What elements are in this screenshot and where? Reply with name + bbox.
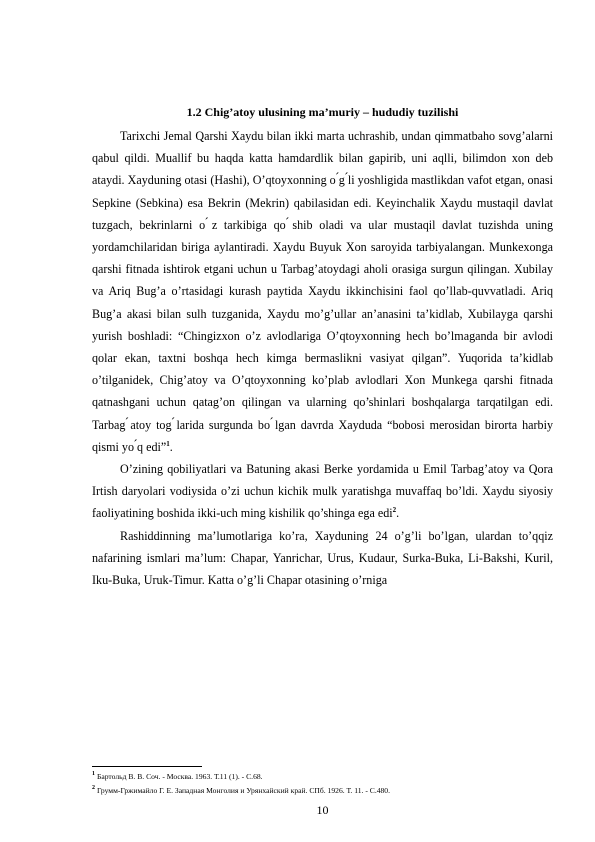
footnote-1 bbox=[92, 770, 553, 784]
footnote-reference[interactable]: 2 bbox=[392, 506, 397, 515]
paragraph-2 bbox=[92, 458, 553, 525]
footnote-text: Грумм-Гржимайло Г. Е. Западная Монголия и Урянхайский край. СПб. 1926. Т. 11. - С.480. bbox=[97, 786, 391, 795]
page-number: 10 bbox=[316, 803, 329, 817]
footnote-2 bbox=[92, 784, 553, 798]
footnotes bbox=[92, 770, 553, 798]
footnote-mark: 1 bbox=[92, 771, 95, 778]
paragraph-end: . bbox=[396, 506, 400, 521]
footnote-separator bbox=[92, 766, 202, 767]
footnote-text: Бартольд В. В. Соч. - Москва. 1963. Т.11 (1). - С.68. bbox=[97, 772, 263, 781]
paragraph-3 bbox=[92, 525, 553, 592]
paragraph-text: Tarixchi Jemal Qarshi Xaydu bilan ikki marta uchrashib, undan qimmatbaho sovg’alarni qabul qildi. Muallif bu haqda katta hamdardlik bilan gapirib, uni aqlli, bilimdon xon deb ataydi. Xayduning otasi (Hashi), O’qtoyxonning o ́g ́li yoshligida mastlikdan vafot etgan, onasi Sepkine (Sebkina) esa Bekrin (Mekrin) qabilasidan edi. Keyinchalik Xaydu mustaqil davlat tuzgach, bekrinlarni o ́z tarkibiga qo ́shib oladi va ular mustaqil davlat tuzishda uning yordamchilaridan biriga aylantiradi. Xaydu Buyuk Xon saroyida tarbiyalangan. Munkexonga qarshi fitnada ishtirok etgani uchun u Tarbag’atoydagi aholi orasiga surgun qilingan. Xubilay va Ariq Bug’a o’rtasidagi kurash paytida Xaydu ikkinchisini faol qo’llab-quvvatladi. Ariq Bug’a akasi bilan sulh tuzganida, Xaydu mo’g’ullar an’anasini ta’kidlab, Xubilayga qarshi yurish boshladi: “Chingizxon o’z avlodlariga O’qtoyxonning hech bo’lmaganda bir avlodi qolar ekan, taxtni boshqa hech kimga bermaslikni vasiyat qilgan”. Yuqorida ta’kidlab o’tilganidek, Chig’atoy va O’qtoyxonning ko’plab avlodlari Xon Munkega qarshi fitnada qatnashgani uchun qatag’on qilingan va ularning qo’shinlari boshqalarga tarqatilgan edi. Tarbag ́atoy tog ́larida surgunda bo ́lgan davrda Xayduda “bobosi merosidan birorta harbiy qismi yo ́q edi” bbox=[92, 129, 553, 454]
paragraph-1 bbox=[92, 125, 553, 458]
paragraph-end: . bbox=[169, 439, 173, 454]
paragraph-text: O’zining qobiliyatlari va Batuning akasi Berke yordamida u Emil Tarbag’atoy va Qora Irtish daryolari vodiysida o’zi uchun kichik mulk yaratishga muvaffaq bo’ldi. Xaydu siyosiy faoliyatining boshida ikki-uch ming kishilik qo’shinga ega edi bbox=[92, 462, 553, 521]
footnote-mark: 2 bbox=[92, 785, 95, 792]
paragraph-text: Rashiddinning ma’lumotlariga ko’ra, Xayduning 24 o’g’li bo’lgan, ulardan to’qqiz nafarining ismlari ma’lum: Chapar, Yanrichar, Urus, Kudaur, Surka-Buka, Li-Bakshi, Kuril, Iku-Buka, Uruk-Timur. Katta o’g’li Chapar otasining o’rniga bbox=[92, 528, 553, 588]
body-text bbox=[92, 125, 553, 591]
footnote-reference[interactable]: 1 bbox=[166, 439, 170, 448]
section-heading: 1.2 Chig’atoy ulusining ma’muriy – hududiy tuzilishi bbox=[186, 105, 459, 119]
